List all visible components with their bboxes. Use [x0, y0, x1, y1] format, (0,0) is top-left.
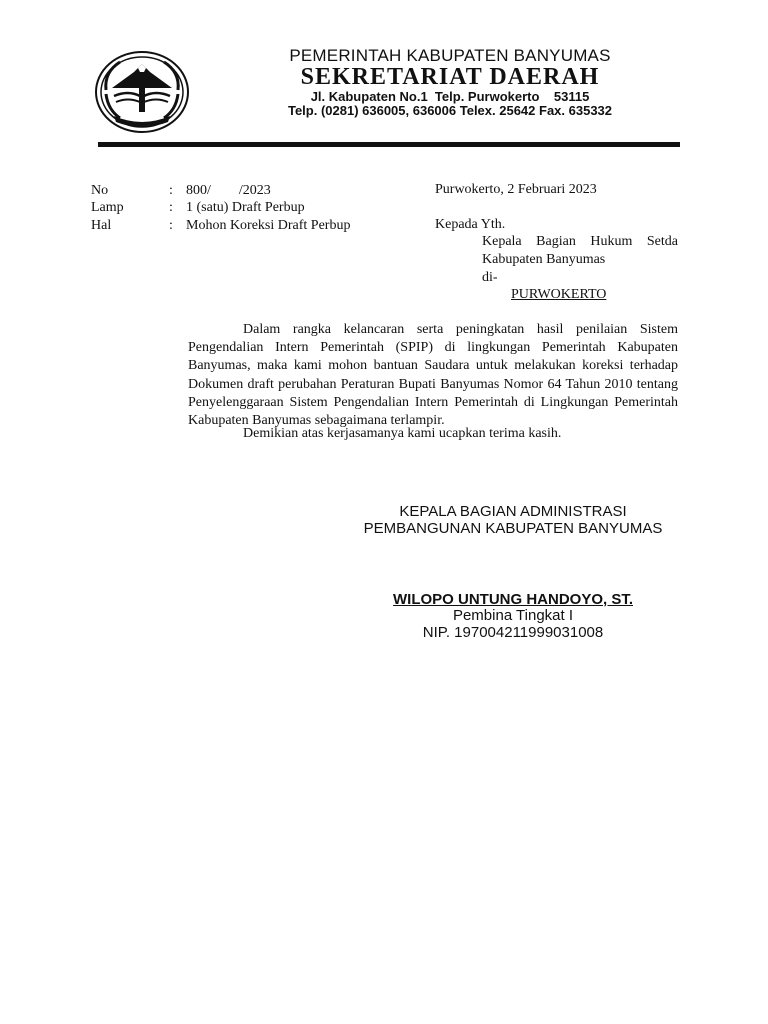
date-line: Purwokerto, 2 Februari 2023 — [435, 182, 597, 197]
meta-value-no: 800/ /2023 — [186, 183, 271, 198]
signature-title-line2: PEMBANGUNAN KABUPATEN BANYUMAS — [363, 520, 663, 537]
letterhead-divider — [98, 142, 680, 147]
signature-title-line1: KEPALA BAGIAN ADMINISTRASI — [399, 503, 627, 520]
signature-nip: NIP. 197004211999031008 — [422, 624, 604, 641]
regency-emblem-icon — [94, 50, 190, 134]
letterhead-address-line2: Telp. (0281) 636005, 636006 Telex. 25642 Fax. 635332 — [287, 103, 613, 118]
signature-rank: Pembina Tingkat I — [452, 607, 574, 624]
letterhead-office: SEKRETARIAT DAERAH — [300, 64, 600, 90]
recipient-city: PURWOKERTO — [511, 287, 607, 302]
signature-name: WILOPO UNTUNG HANDOYO, ST. — [393, 591, 633, 608]
meta-colon-hal: : — [169, 218, 173, 233]
recipient-line3: di- — [482, 270, 498, 285]
recipient-line1: Kepala Bagian Hukum Setda — [482, 234, 678, 249]
meta-value-lamp: 1 (satu) Draft Perbup — [186, 200, 305, 215]
letterhead-government: PEMERINTAH KABUPATEN BANYUMAS — [289, 46, 611, 65]
meta-label-lamp: Lamp — [91, 200, 124, 215]
meta-colon-lamp: : — [169, 200, 173, 215]
meta-label-no: No — [91, 183, 109, 198]
letterhead-address-line1: Jl. Kabupaten No.1 Telp. Purwokerto 53115 — [310, 89, 590, 104]
body-paragraph: Dalam rangka kelancaran serta peningkatan hasil penilaian Sistem Pengendalian Intern Pemerintah (SPIP) di lingkungan Pemerintah Kabupaten Banyumas, maka kami mohon bantuan Saudara untuk melakukan koreksi terhadap Dokumen draft perubahan Peraturan Bupati Banyumas Nomor 64 Tahun 2010 tentang Penyelenggaraan Sistem Pengendalian Intern Pemerintah di Lingkungan Pemerintah Kabupaten Banyumas sebagaimana terlampir. — [188, 322, 678, 429]
recipient-salutation: Kepada Yth. — [435, 217, 506, 232]
meta-colon-no: : — [169, 183, 173, 198]
recipient-line2: Kabupaten Banyumas — [482, 252, 606, 267]
meta-label-hal: Hal — [91, 218, 112, 233]
meta-value-hal: Mohon Koreksi Draft Perbup — [186, 218, 351, 233]
body-closing: Demikian atas kerjasamanya kami ucapkan terima kasih. — [243, 426, 562, 441]
